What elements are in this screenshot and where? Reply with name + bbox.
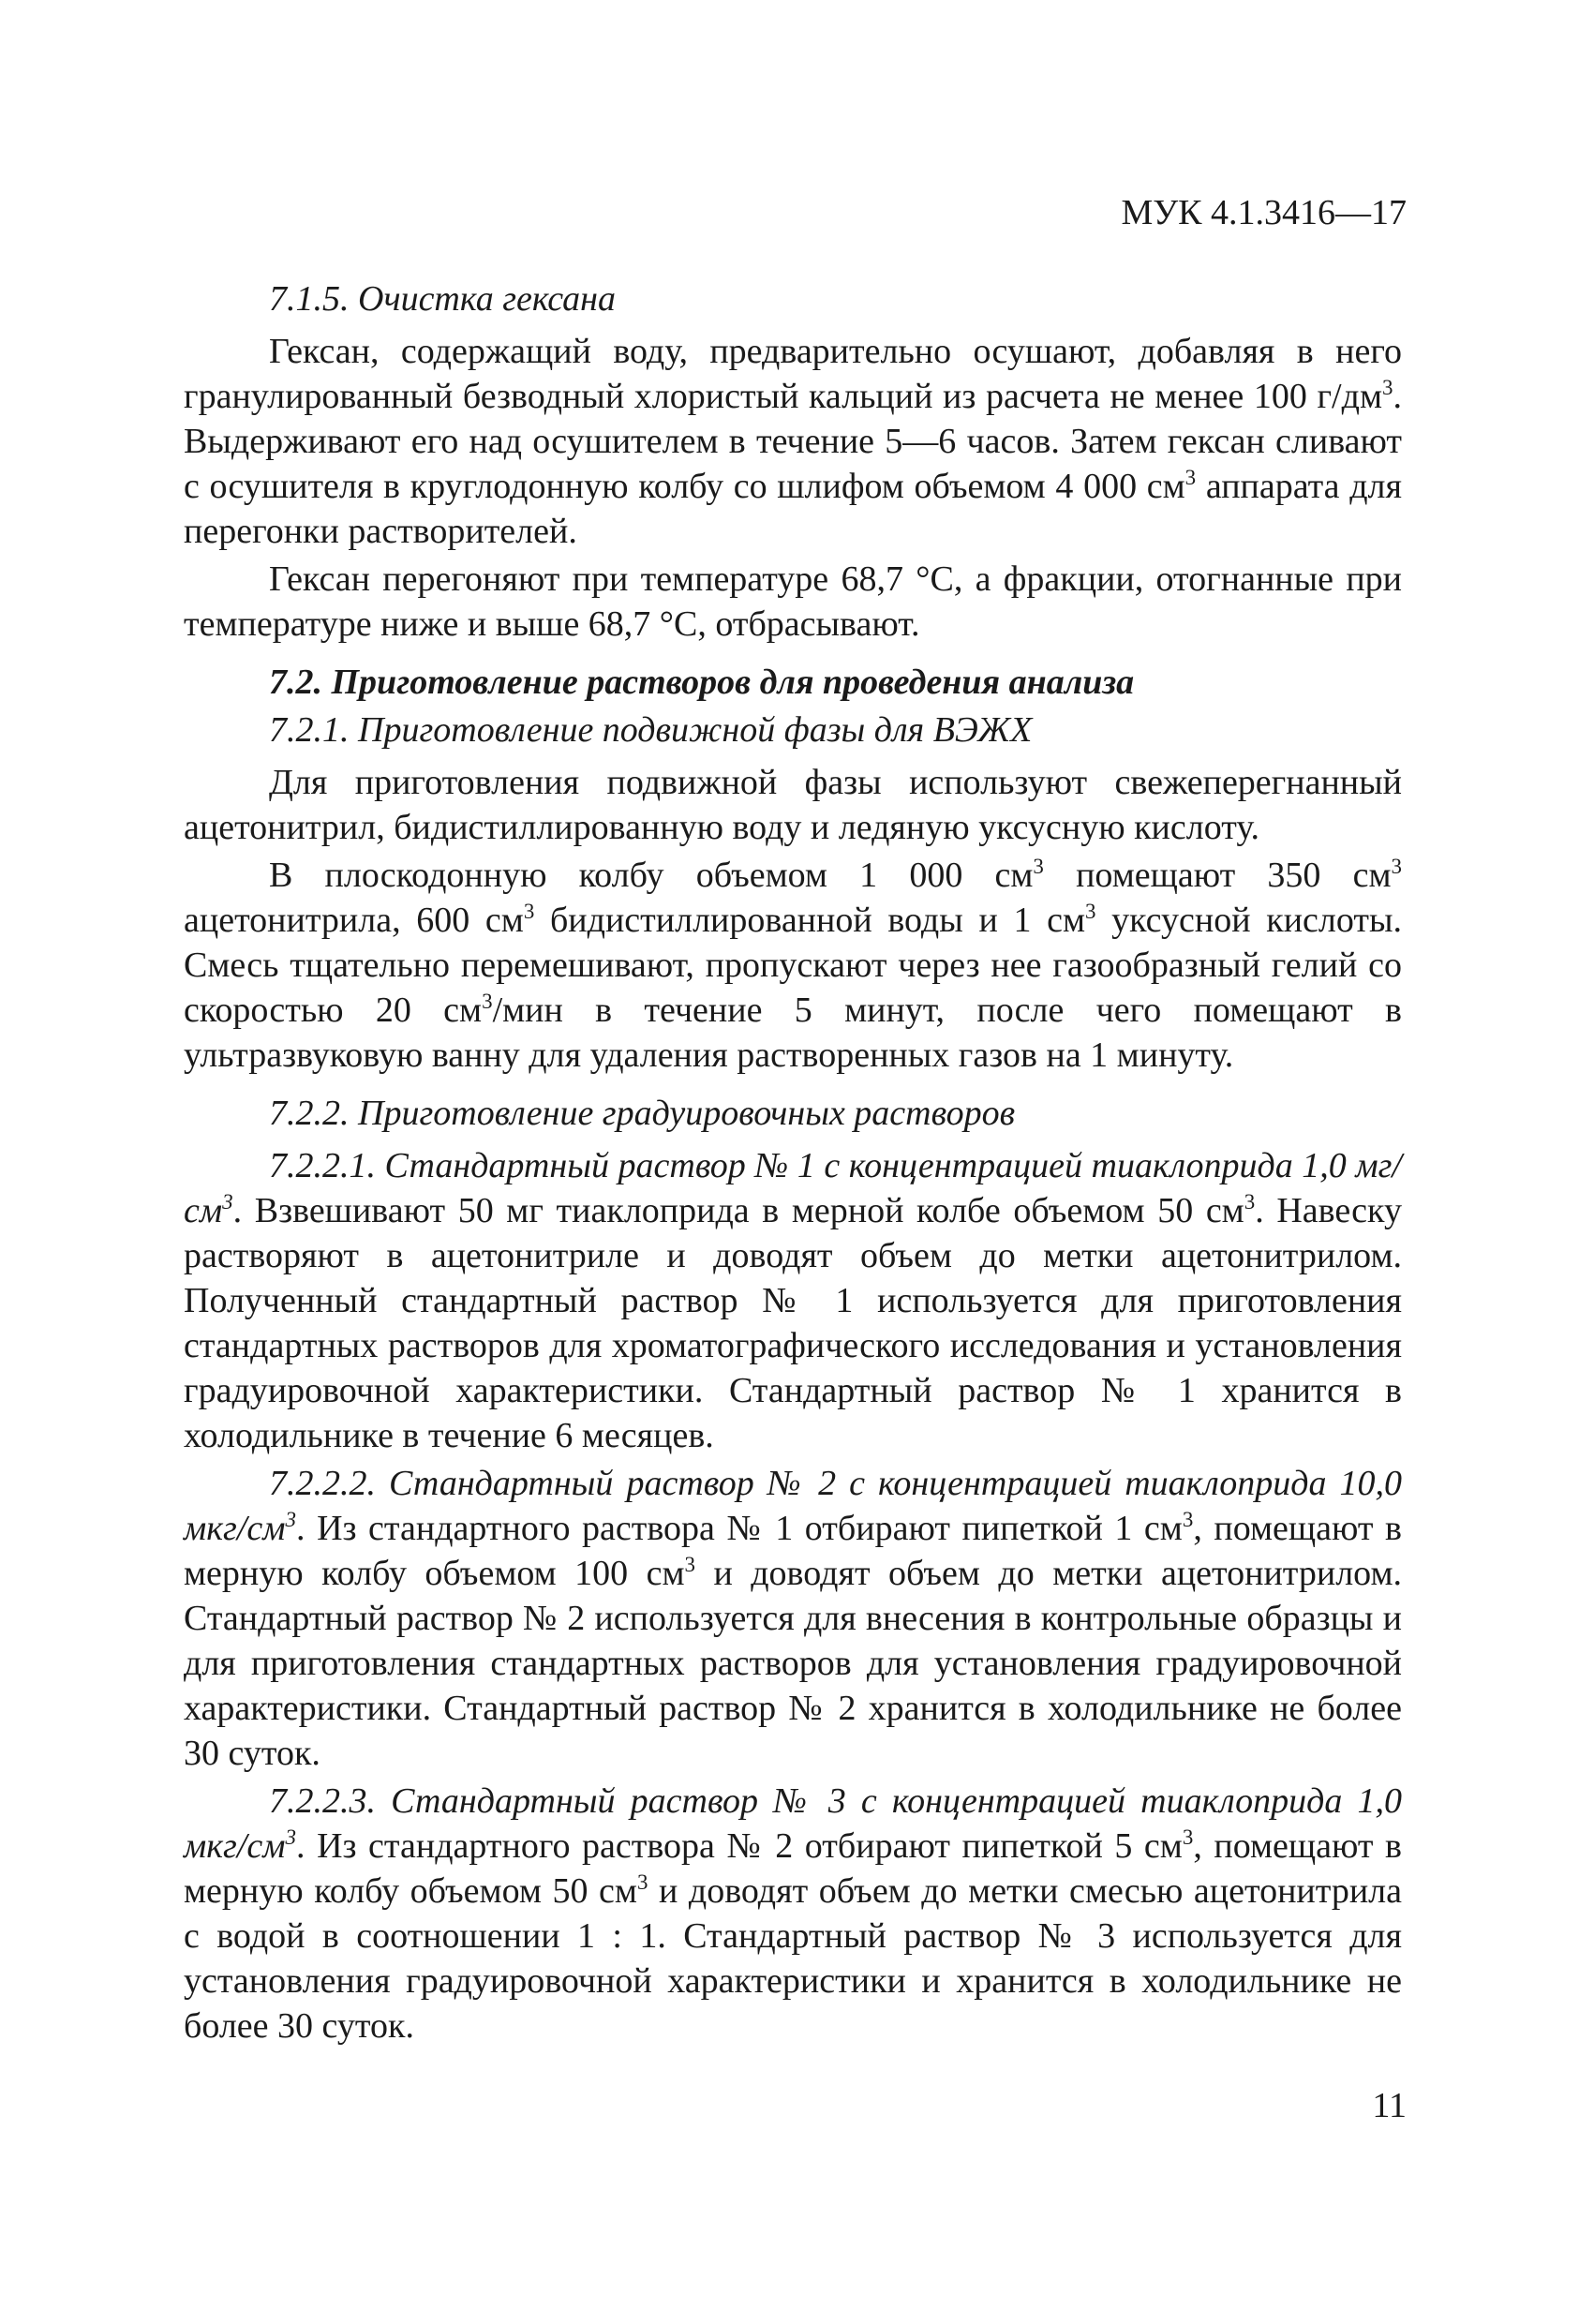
superscript: 3	[684, 1553, 695, 1576]
text-run: . Взвешивают 50 мг тиаклоприда в мерной колбе объемом 50 см	[232, 1191, 1244, 1230]
text-run: и доводят объем до метки смесью ацетонитрила с водой в соотношении 1 : 1. Стандартный раствор № 3 используется для установления градуировочной характеристики и хранится в холодильнике не более 30 суток.	[184, 1871, 1402, 2046]
document-body	[184, 276, 1402, 2048]
running-head: МУК 4.1.3416—17	[1121, 193, 1407, 232]
superscript: 3	[482, 990, 493, 1013]
subsection-lead: 7.2.2.2. Стандартный раствор № 2 с концентрацией тиаклоприда 10,0 мкг/см	[184, 1464, 1402, 1548]
section-heading-7-2-2: 7.2.2. Приготовление градуировочных растворов	[269, 1094, 1016, 1133]
subsection-lead: 7.2.2.3. Стандартный раствор № 3 с концентрацией тиаклоприда 1,0 мкг/см	[184, 1781, 1402, 1866]
paragraph-standard-solution-1	[184, 1143, 1402, 1458]
subsection-lead: 7.2.2.1. Стандартный раствор № 1 с концентрацией тиаклоприда 1,0 мг/см	[184, 1146, 1402, 1230]
paragraph-hexane-drying	[184, 329, 1402, 554]
paragraph-mobile-phase-components: Для приготовления подвижной фазы используют свежеперегнанный ацетонитрил, бидистиллированную воду и ледяную уксусную кислоту.	[184, 763, 1402, 847]
superscript: 3	[1382, 376, 1393, 399]
section-heading-7-1-5: 7.1.5. Очистка гексана	[269, 279, 616, 319]
text-run: ацетонитрила, 600 см	[184, 901, 524, 940]
page-number: 11	[1372, 2086, 1407, 2125]
paragraph-standard-solution-3	[184, 1779, 1402, 2048]
text-run: помещают 350 см	[1043, 856, 1392, 895]
paragraph-hexane-distillation: Гексан перегоняют при температуре 68,7 °С, а фракции, отогнанные при температуре ниже и выше 68,7 °С, отбрасывают.	[184, 559, 1402, 644]
superscript: 3	[636, 1870, 648, 1894]
text-run: Гексан, содержащий воду, предварительно осушают, добавляя в него гранулированный безводный хлористый кальций из расчета не менее 100 г/дм	[184, 332, 1402, 416]
text-run: , помещают в мерную колбу объемом 50 см	[184, 1826, 1402, 1911]
text-run: бидистиллированной воды и 1 см	[534, 901, 1086, 940]
text-run: уксусной кислоты. Смесь тщательно перемешивают, пропускают через нее газообразный гелий со скоростью 20 см	[184, 901, 1403, 1030]
text-run: . Из стандартного раствора № 1 отбирают пипеткой 1 см	[296, 1509, 1183, 1548]
superscript: 3	[1182, 1825, 1194, 1849]
superscript: 3	[1033, 855, 1044, 878]
text-run: /мин в течение 5 минут, после чего помещают в ультразвуковую ванну для удаления растворенных газов на 1 минуту.	[184, 991, 1402, 1075]
text-run: . Навеску растворяют в ацетонитриле и доводят объем до метки ацетонитрилом. Полученный стандартный раствор № 1 используется для приготовления стандартных растворов для хроматографического исследования и установления градуировочной характеристики. Стандартный раствор № 1 хранится в холодильнике в течение 6 месяцев.	[184, 1191, 1402, 1455]
text-run: , помещают в мерную колбу объемом 100 см	[184, 1509, 1402, 1593]
superscript: 3	[285, 1508, 297, 1531]
section-heading-7-2-1: 7.2.1. Приготовление подвижной фазы для ВЭЖХ	[269, 710, 1033, 750]
text-run: . Выдерживают его над осушителем в течение 5—6 часов. Затем гексан сливают с осушителя в круглодонную колбу со шлифом объемом 4 000 см	[184, 377, 1402, 506]
text-run: и доводят объем до метки ацетонитрилом. Стандартный раствор № 2 используется для внесения в контрольные образцы и для приготовления стандартных растворов для установления градуировочной характеристики. Стандартный раствор № 2 хранится в холодильнике не более 30 суток.	[184, 1554, 1402, 1773]
superscript: 3	[523, 900, 535, 923]
superscript: 3	[285, 1825, 297, 1849]
superscript: 3	[222, 1190, 233, 1214]
superscript: 3	[1391, 855, 1403, 878]
superscript: 3	[1244, 1190, 1256, 1214]
text-run: . Из стандартного раствора № 2 отбирают пипеткой 5 см	[296, 1826, 1183, 1866]
section-heading-7-2: 7.2. Приготовление растворов для проведения анализа	[269, 663, 1135, 702]
paragraph-standard-solution-2	[184, 1461, 1402, 1776]
superscript: 3	[1182, 1508, 1194, 1531]
superscript: 3	[1184, 466, 1197, 489]
superscript: 3	[1085, 900, 1096, 923]
text-run: аппарата для перегонки растворителей.	[184, 467, 1402, 551]
paragraph-mobile-phase-preparation	[184, 853, 1402, 1078]
text-run: В плоскодонную колбу объемом 1 000 см	[269, 856, 1034, 895]
